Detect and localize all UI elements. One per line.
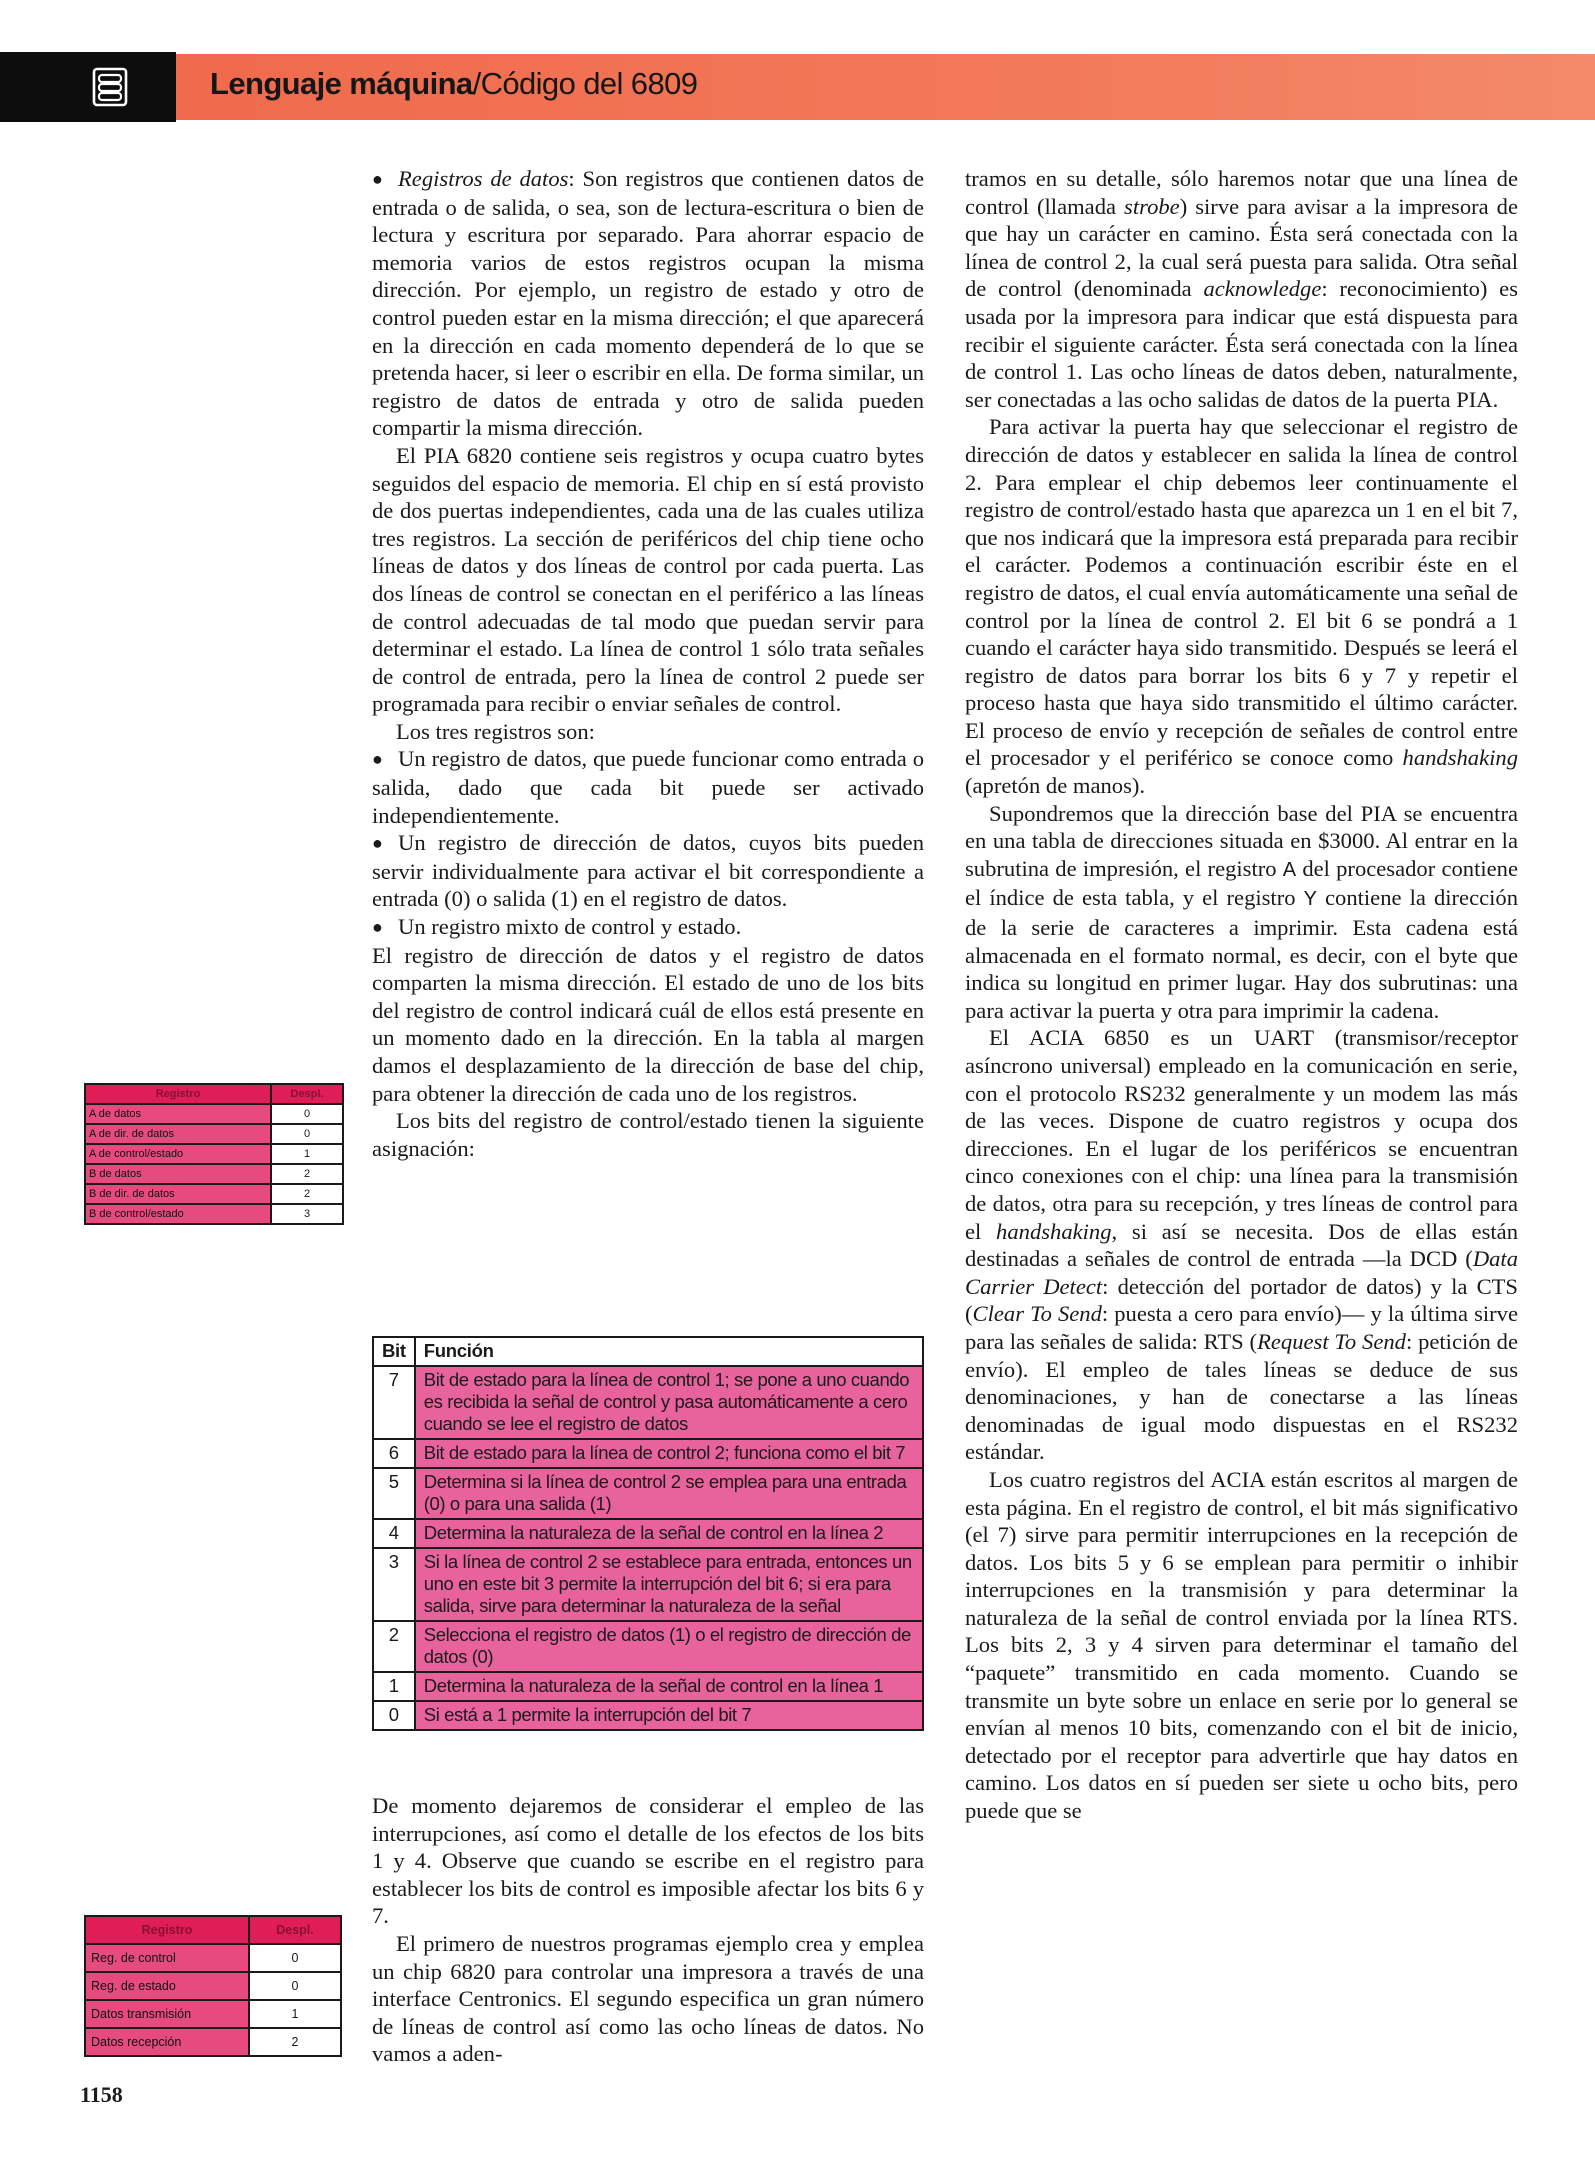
paragraph-activar-puerta [965, 413, 1518, 799]
register-name: B de control/estado [85, 1204, 271, 1224]
bit-function: Determina la naturaleza de la señal de control en la línea 2 [415, 1519, 923, 1548]
left-column [372, 165, 924, 1162]
bullet-icon: ● [372, 833, 383, 854]
bit-function: Si está a 1 permite la interrupción del bit 7 [415, 1701, 923, 1730]
text-run: contiene la dirección de la serie de caracteres a imprimir. Esta cadena está almacenada en el formato normal, es decir, con el byte que indica su longitud en primer lugar. Hay dos subrutinas: una para activar la puerta y otra para imprimir la cadena. [965, 885, 1518, 1023]
bullet-text: Un registro mixto de control y estado. [398, 914, 742, 940]
register-offset: 0 [271, 1124, 343, 1144]
paragraph-pia: El PIA 6820 contiene seis registros y ocupa cuatro bytes seguidos del espacio de memoria. El chip en sí está provisto de dos puertas independientes, cada una de las cuales utiliza tres registros. La sección de periféricos del chip tiene ocho líneas de datos y dos líneas de control por cada puerta. Las dos líneas de control se conectan en el periférico a las líneas de control adecuadas de tal modo que puedan servir para determinar el estado. La línea de control 1 sólo trata señales de control de entrada, pero la línea de control 2 puede ser programada para recibir o enviar señales de control. [372, 442, 924, 717]
acia-register-table [84, 1915, 342, 2057]
term-rts: Request To Send [1257, 1328, 1406, 1354]
bit-function: Si la línea de control 2 se establece para entrada, entonces un uno en este bit 3 permite la interrupción del bit 6; si era para salida, sirve para determinar la naturaleza de la señal [415, 1548, 923, 1621]
paragraph-registros-datos [372, 165, 924, 442]
bit-column-header: Bit [373, 1337, 415, 1366]
register-a-label: A [1282, 858, 1297, 881]
table-row [85, 2000, 341, 2028]
paragraph-primer-programa: El primero de nuestros programas ejemplo crea y emplea un chip 6820 para controlar una impresora a través de una interface Centronics. El segundo especifica un gran número de líneas de control así como las ocho líneas de datos. No vamos a aden- [372, 1930, 924, 2067]
paragraph-direccion-base [965, 800, 1518, 1025]
paragraph-tres-registros: Los tres registros son: [396, 718, 595, 744]
table-row [85, 1972, 341, 2000]
chip-logo-icon [92, 67, 128, 107]
table-row [85, 1104, 343, 1124]
text-run: El ACIA 6850 es un UART (transmisor/receptor asíncrono universal) empleado en la comunicación en serie, con el protocolo RS232 generalmente y un modem las más de las veces. Dispone de cuatro registros y ocupa dos direcciones. En el lugar de los periféricos se encuentran cinco conexiones con el chip: una línea para la transmisión de datos, otra para su recepción, y tres líneas de control para el [965, 1025, 1518, 1244]
text-run: tramos en su detalle, sólo haremos notar que una línea de control (llamada [965, 166, 1518, 219]
paragraph-text: : Son registros que contienen datos de entrada o de salida, o sea, son de lectura-escritura o bien de lectura y escritura por separado. Para ahorrar espacio de memoria varios de estos registros ocupan la misma dirección. Por ejemplo, un registro de estado y otro de control pueden estar en la misma dirección; el que aparecerá en la dirección en cada momento dependerá de lo que se pretenda hacer, si leer o escribir en ella. De forma similar, un registro de datos de entrada y otro de salida pueden compartir la misma dirección. [372, 166, 924, 441]
table-header-row [85, 1084, 343, 1104]
bit-number: 6 [373, 1439, 415, 1468]
page-number: 1158 [80, 2082, 123, 2107]
table-row [373, 1548, 923, 1621]
text-run: (apretón de manos). [965, 773, 1146, 799]
paragraph-acia [965, 1024, 1518, 1466]
bit-function: Bit de estado para la línea de control 2; funciona como el bit 7 [415, 1439, 923, 1468]
bit-number: 2 [373, 1621, 415, 1672]
register-name: A de datos [85, 1104, 271, 1124]
table-row [85, 1944, 341, 1972]
register-offset: 2 [271, 1184, 343, 1204]
register-y-label: Y [1303, 888, 1317, 911]
register-name: Reg. de estado [85, 1972, 249, 2000]
term-handshaking: handshaking [1402, 745, 1518, 771]
term-cts: Clear To Send [972, 1301, 1102, 1327]
table-row [373, 1701, 923, 1730]
term-strobe: strobe [1124, 193, 1180, 219]
text-run: : petición de envío). El empleo de tales líneas se deduce de sus denominaciones, y han de conectarse a las líneas denominadas de igual modo dispuestas en el RS232 estándar. [965, 1328, 1518, 1465]
table-header-row [373, 1337, 923, 1366]
offset-column-header: Despl. [249, 1916, 341, 1944]
register-offset: 0 [249, 1944, 341, 1972]
paragraph-bits-asignacion: Los bits del registro de control/estado tienen la siguiente asignación: [372, 1108, 924, 1161]
term-acknowledge: acknowledge [1203, 276, 1322, 302]
text-run: , si así se necesita. Dos de ellas están destinadas a señales de control de entrada —la DCD ( [965, 1218, 1518, 1272]
table-row [85, 1124, 343, 1144]
page-title-bold: Lenguaje máquina [210, 66, 473, 101]
bullet-icon: ● [372, 917, 383, 938]
text-run: : puesta a cero para envío)— y la última sirve para las señales de salida: RTS ( [965, 1301, 1518, 1354]
register-column-header: Registro [85, 1916, 249, 1944]
bullet-item [372, 913, 924, 942]
register-name: A de control/estado [85, 1144, 271, 1164]
bit-function-table [372, 1336, 924, 1731]
table-row [373, 1621, 923, 1672]
bit-number: 3 [373, 1548, 415, 1621]
bullet-item [372, 829, 924, 913]
offset-column-header: Despl. [271, 1084, 343, 1104]
text-run: del procesador contiene el índice de esta tabla, y el registro [965, 855, 1518, 911]
register-offset: 3 [271, 1204, 343, 1224]
function-column-header: Función [415, 1337, 923, 1366]
bit-number: 0 [373, 1701, 415, 1730]
bit-function: Bit de estado para la línea de control 1; se pone a uno cuando es recibida la señal de control y pasa automáticamente a cero cuando se lee el registro de datos [415, 1366, 923, 1439]
bullet-icon: ● [372, 749, 383, 770]
table-row [373, 1519, 923, 1548]
bit-number: 5 [373, 1468, 415, 1519]
register-offset: 0 [271, 1104, 343, 1124]
bit-number: 4 [373, 1519, 415, 1548]
bullet-text: Un registro de dirección de datos, cuyos bits pueden servir individualmente para activar el bit correspondiente a entrada (0) o salida (1) en el registro de datos. [372, 830, 924, 912]
paragraph-registros-acia: Los cuatro registros del ACIA están escritos al margen de esta página. En el registro de control, el bit más significativo (el 7) sirve para permitir interrupciones en la recepción de datos. Los bits 5 y 6 se emplean para permitir o inhibir interrupciones en la transmisión y para determinar la naturaleza de la señal de control enviada por la línea RTS. Los bits 2, 3 y 4 sirven para determinar el tamaño del “paquete” transmitido en cada momento. Cuando se transmite un byte sobre un enlace en serie por lo general se envían al menos 10 bits, comenzando con el bit de inicio, detectado por el receptor para advertirle que hay datos en camino. Los datos en sí pueden ser siete u ocho bits, pero puede que se [965, 1466, 1518, 1824]
table-row [373, 1672, 923, 1701]
bullet-item [372, 745, 924, 829]
bullet-text: Un registro de datos, que puede funcionar como entrada o salida, dado que cada bit puede ser activado independientemente. [372, 746, 924, 828]
term-handshaking: handshaking [996, 1218, 1112, 1244]
register-name: Reg. de control [85, 1944, 249, 1972]
term-registros-datos: Registros de datos [398, 166, 569, 191]
paragraph-direccion-datos: El registro de dirección de datos y el registro de datos comparten la misma dirección. El estado de uno de los bits del registro de control indicará cuál de ellos está presente en un momento dado en la dirección. En la tabla al margen damos el desplazamiento de la dirección de base del chip, para obtener la dirección de cada uno de los registros. [372, 942, 924, 1106]
table-row [373, 1366, 923, 1439]
table-row [85, 1144, 343, 1164]
paragraph-strobe [965, 165, 1518, 413]
table-header-row [85, 1916, 341, 1944]
register-offset: 2 [271, 1164, 343, 1184]
bit-number: 1 [373, 1672, 415, 1701]
bit-number: 7 [373, 1366, 415, 1439]
register-name: Datos recepción [85, 2028, 249, 2056]
left-column-bottom [372, 1792, 924, 2068]
bit-function: Determina si la línea de control 2 se emplea para una entrada (0) o para una salida (1) [415, 1468, 923, 1519]
register-name: Datos transmisión [85, 2000, 249, 2028]
header-black-block [0, 52, 176, 122]
register-offset: 2 [249, 2028, 341, 2056]
table-row [85, 1164, 343, 1184]
table-row [85, 2028, 341, 2056]
text-run: Para activar la puerta hay que seleccionar el registro de dirección de datos y establecer en salida la línea de control 2. Para emplear el chip debemos leer continuamente el registro de control/estado hasta que aparezca un 1 en el bit 7, que nos indicará que la impresora está preparada para recibir el carácter. Podemos a continuación escribir éste en el registro de datos, el cual envía automáticamente una señal de control por la línea de control 2. El bit 6 se pondrá a 1 cuando el carácter haya sido transmitido. Después se leerá el registro de datos para borrar los bits 6 y 7 y repetir el proceso hasta que haya sido transmitido el último carácter. El proceso de envío y recepción de señales de control entre el procesador y el periférico se conoce como [965, 414, 1518, 771]
table-row [373, 1468, 923, 1519]
register-offset: 1 [249, 2000, 341, 2028]
register-name: B de datos [85, 1164, 271, 1184]
text-run: : detección del portador de datos) y la CTS ( [965, 1273, 1519, 1327]
register-offset: 0 [249, 1972, 341, 2000]
text-run: : reconocimiento) es usada por la impresora para indicar que está dispuesta para recibir el siguiente carácter. Ésta será conectada con la línea de control 1. Las ocho líneas de datos deben, naturalmente, ser conectadas a las ocho salidas de datos de la puerta PIA. [965, 276, 1518, 412]
register-offset: 1 [271, 1144, 343, 1164]
term-dcd: Data Carrier Detect [965, 1246, 1518, 1299]
text-run: ) sirve para avisar a la impresora de que hay un carácter en camino. Ésta será conectada con la línea de control 2, la cual será puesta para salida. Otra señal de control (denominada [965, 193, 1519, 302]
table-row [85, 1184, 343, 1204]
pia-register-table [84, 1083, 344, 1225]
register-name: A de dir. de datos [85, 1124, 271, 1144]
table-row [373, 1439, 923, 1468]
text-run: Supondremos que la dirección base del PIA se encuentra en una tabla de direcciones situada en $3000. Al entrar en la subrutina de impresión, el registro [965, 800, 1518, 881]
register-column-header: Registro [85, 1084, 271, 1104]
bit-function: Selecciona el registro de datos (1) o el registro de dirección de datos (0) [415, 1621, 923, 1672]
register-name: B de dir. de datos [85, 1184, 271, 1204]
bit-function: Determina la naturaleza de la señal de control en la línea 1 [415, 1672, 923, 1701]
bullet-icon: ● [372, 169, 383, 189]
table-row [85, 1204, 343, 1224]
paragraph-interrupciones: De momento dejaremos de considerar el empleo de las interrupciones, así como el detalle de los efectos de los bits 1 y 4. Observe que cuando se escribe en el registro para establecer los bits de control es imposible afectar los bits 6 y 7. [372, 1793, 924, 1929]
page-title-rest: /Código del 6809 [472, 66, 698, 101]
page-title [210, 66, 697, 102]
right-column [965, 165, 1518, 1825]
